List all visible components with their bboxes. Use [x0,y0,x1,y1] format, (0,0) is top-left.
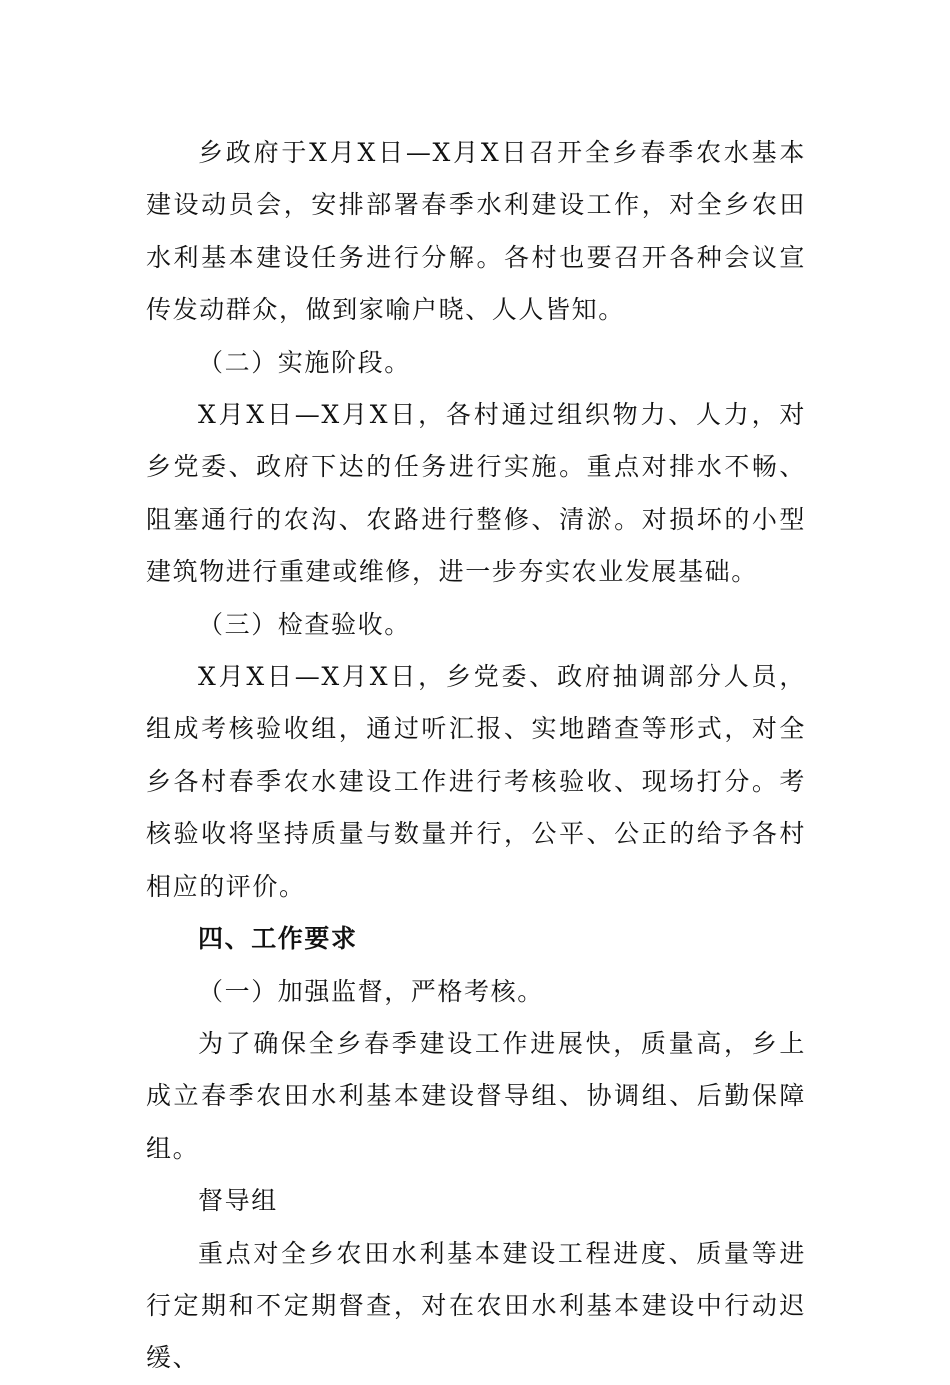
subheading-implementation-stage: （二）实施阶段。 [198,347,411,377]
section-heading-work-requirements: 四、工作要求 [198,924,358,954]
paragraph-supervision-duties: 重点对全乡农田水利基本建设工程进度、质量等进行定期和不定期督查，对在农田水利基本建设中行动迟缓、 [146,1238,806,1373]
subheading-supervision: （一）加强监督，严格考核。 [198,976,544,1006]
paragraph-mobilization-meeting: 乡政府于X月X日—X月X日召开全乡春季农水基本建设动员会，安排部署春季水利建设工作，对全乡农田水利基本建设任务进行分解。各村也要召开各种会议宣传发动群众，做到家喻户晓、人人皆知。 [146,138,806,325]
paragraph-implementation: X月X日—X月X日，各村通过组织物力、人力，对乡党委、政府下达的任务进行实施。重点对排水不畅、阻塞通行的农沟、农路进行整修、清淤。对损坏的小型建筑物进行重建或维修，进一步夯实农业发展基础。 [146,400,806,587]
paragraph-supervision-groups: 为了确保全乡春季建设工作进展快，质量高，乡上成立春季农田水利基本建设督导组、协调组、后勤保障组。 [146,1028,806,1163]
label-supervision-group: 督导组 [198,1186,278,1216]
document-body [146,127,806,1385]
subheading-inspection-acceptance: （三）检查验收。 [198,609,411,639]
paragraph-inspection: X月X日—X月X日，乡党委、政府抽调部分人员，组成考核验收组，通过听汇报、实地踏查等形式，对全乡各村春季农水建设工作进行考核验收、现场打分。考核验收将坚持质量与数量并行，公平、公正的给予各村相应的评价。 [146,662,806,901]
